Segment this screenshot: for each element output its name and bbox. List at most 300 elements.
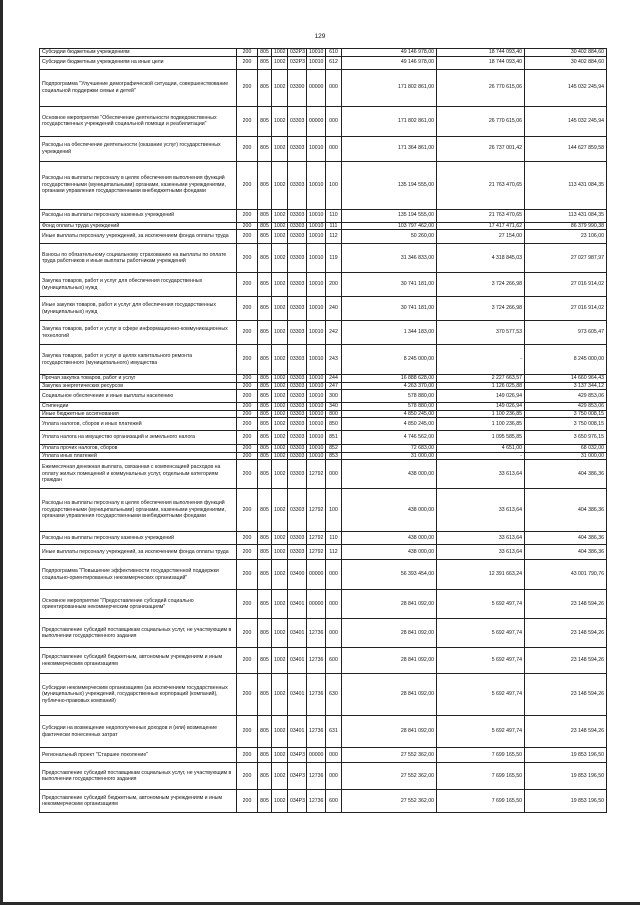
executed-amount: 1 100 236,85 bbox=[437, 418, 525, 431]
row-name: Региональный проект "Старшее поколение" bbox=[40, 748, 237, 763]
table-row bbox=[40, 321, 607, 345]
expense-type-code: 000 bbox=[326, 763, 342, 790]
approved-amount: 1 344 183,00 bbox=[342, 321, 437, 345]
expense-type-code: 244 bbox=[326, 375, 342, 383]
chapter-code: 805 bbox=[258, 648, 272, 674]
approved-amount: 30 741 181,00 bbox=[342, 273, 437, 297]
approved-amount: 103 797 462,00 bbox=[342, 222, 437, 230]
table-row bbox=[40, 222, 607, 230]
row-name: Ежемесячная денежная выплата, связанная с компенсацией расходов на оплату жилых помещений и коммунальных услуг, отдельным категориям граждан bbox=[40, 460, 237, 489]
direction-code: 10010 bbox=[307, 452, 326, 460]
row-name: Подпрограмма "Улучшение демографической ситуации, совершенствование социальной поддержки семьи и детей" bbox=[40, 69, 237, 106]
executed-amount: 149 026,94 bbox=[437, 390, 525, 403]
table-row bbox=[40, 418, 607, 431]
approved-amount: 4 850 245,00 bbox=[342, 418, 437, 431]
admin-code: 200 bbox=[237, 321, 258, 345]
remaining-amount: 404 386,36 bbox=[525, 532, 607, 545]
expense-type-code: 242 bbox=[326, 321, 342, 345]
section-code: 1002 bbox=[272, 244, 288, 273]
admin-code: 200 bbox=[237, 532, 258, 545]
approved-amount: 49 146 978,00 bbox=[342, 49, 437, 57]
chapter-code: 805 bbox=[258, 790, 272, 813]
program-code: 03303 bbox=[288, 273, 307, 297]
approved-amount: 4 850 245,00 bbox=[342, 410, 437, 418]
table-row bbox=[40, 790, 607, 813]
program-code: 03303 bbox=[288, 209, 307, 222]
direction-code: 12736 bbox=[307, 619, 326, 648]
remaining-amount: 404 386,36 bbox=[525, 460, 607, 489]
admin-code: 200 bbox=[237, 390, 258, 403]
executed-amount: 17 417 471,62 bbox=[437, 222, 525, 230]
admin-code: 200 bbox=[237, 748, 258, 763]
table-row bbox=[40, 161, 607, 209]
section-code: 1002 bbox=[272, 230, 288, 244]
program-code: 034P3 bbox=[288, 763, 307, 790]
direction-code: 10010 bbox=[307, 136, 326, 161]
row-name: Расходы на выплаты персоналу казенных учреждений bbox=[40, 532, 237, 545]
row-name: Субсидии бюджетным учреждениям bbox=[40, 49, 237, 57]
executed-amount: 1 126 025,88 bbox=[437, 382, 525, 390]
executed-amount: - bbox=[437, 452, 525, 460]
program-code: 03303 bbox=[288, 136, 307, 161]
approved-amount: 438 000,00 bbox=[342, 532, 437, 545]
row-name: Субсидии некоммерческим организациям (за исключением государственных (муниципальных) учреждений, государственных корпораций (компаний), публично-правовых компаний) bbox=[40, 674, 237, 716]
section-code: 1002 bbox=[272, 321, 288, 345]
section-code: 1002 bbox=[272, 410, 288, 418]
table-row bbox=[40, 209, 607, 222]
remaining-amount: 19 853 196,50 bbox=[525, 763, 607, 790]
row-name: Основное мероприятие "Предоставление субсидий социально ориентированным некоммерческим организациям" bbox=[40, 590, 237, 619]
chapter-code: 805 bbox=[258, 345, 272, 375]
program-code: 03303 bbox=[288, 545, 307, 560]
row-name: Предоставление субсидий бюджетным, автономным учреждениям и иным некоммерческим организациям bbox=[40, 648, 237, 674]
program-code: 03303 bbox=[288, 452, 307, 460]
budget-execution-table bbox=[39, 48, 607, 813]
program-code: 03303 bbox=[288, 410, 307, 418]
executed-amount: 27 154,00 bbox=[437, 230, 525, 244]
chapter-code: 805 bbox=[258, 460, 272, 489]
expense-type-code: 112 bbox=[326, 545, 342, 560]
expense-type-code: 000 bbox=[326, 748, 342, 763]
approved-amount: 16 888 628,00 bbox=[342, 375, 437, 383]
expense-type-code: 000 bbox=[326, 136, 342, 161]
chapter-code: 805 bbox=[258, 619, 272, 648]
row-name: Иные закупки товаров, работ и услуг для обеспечения государственных (муниципальных) нужд bbox=[40, 297, 237, 321]
remaining-amount: 3 750 008,15 bbox=[525, 418, 607, 431]
table-row bbox=[40, 69, 607, 106]
executed-amount: 370 577,53 bbox=[437, 321, 525, 345]
approved-amount: 28 841 092,00 bbox=[342, 716, 437, 748]
approved-amount: 438 000,00 bbox=[342, 545, 437, 560]
admin-code: 200 bbox=[237, 230, 258, 244]
admin-code: 200 bbox=[237, 209, 258, 222]
expense-type-code: 111 bbox=[326, 222, 342, 230]
table-row bbox=[40, 648, 607, 674]
approved-amount: 27 552 362,00 bbox=[342, 748, 437, 763]
direction-code: 10010 bbox=[307, 345, 326, 375]
chapter-code: 805 bbox=[258, 390, 272, 403]
admin-code: 200 bbox=[237, 431, 258, 445]
direction-code: 10010 bbox=[307, 56, 326, 69]
chapter-code: 805 bbox=[258, 321, 272, 345]
executed-amount: 18 744 093,40 bbox=[437, 49, 525, 57]
approved-amount: 27 552 362,00 bbox=[342, 763, 437, 790]
chapter-code: 805 bbox=[258, 209, 272, 222]
approved-amount: 56 393 454,00 bbox=[342, 560, 437, 590]
expense-type-code: 631 bbox=[326, 716, 342, 748]
executed-amount: 5 692 497,74 bbox=[437, 648, 525, 674]
chapter-code: 805 bbox=[258, 452, 272, 460]
program-code: 034P3 bbox=[288, 790, 307, 813]
admin-code: 200 bbox=[237, 763, 258, 790]
row-name: Расходы на выплаты персоналу в целях обеспечения выполнения функций государственными (муниципальными) органами, казенными учреждениями, органами управления государственными внебюджетными фондами bbox=[40, 161, 237, 209]
approved-amount: 171 364 861,00 bbox=[342, 136, 437, 161]
expense-type-code: 110 bbox=[326, 209, 342, 222]
table-row bbox=[40, 545, 607, 560]
direction-code: 12736 bbox=[307, 648, 326, 674]
approved-amount: 31 000,00 bbox=[342, 452, 437, 460]
program-code: 03401 bbox=[288, 716, 307, 748]
expense-type-code: 851 bbox=[326, 431, 342, 445]
approved-amount: 27 552 362,00 bbox=[342, 790, 437, 813]
direction-code: 10010 bbox=[307, 445, 326, 453]
direction-code: 10010 bbox=[307, 321, 326, 345]
approved-amount: 4 263 370,00 bbox=[342, 382, 437, 390]
admin-code: 200 bbox=[237, 648, 258, 674]
direction-code: 00000 bbox=[307, 590, 326, 619]
approved-amount: 8 245 000,00 bbox=[342, 345, 437, 375]
admin-code: 200 bbox=[237, 590, 258, 619]
section-code: 1002 bbox=[272, 560, 288, 590]
program-code: 03303 bbox=[288, 460, 307, 489]
program-code: 03400 bbox=[288, 560, 307, 590]
remaining-amount: 19 853 196,50 bbox=[525, 748, 607, 763]
admin-code: 200 bbox=[237, 716, 258, 748]
remaining-amount: 8 245 000,00 bbox=[525, 345, 607, 375]
program-code: 034P3 bbox=[288, 748, 307, 763]
direction-code: 10010 bbox=[307, 382, 326, 390]
remaining-amount: 23 148 594,26 bbox=[525, 619, 607, 648]
expense-type-code: 243 bbox=[326, 345, 342, 375]
remaining-amount: 31 000,00 bbox=[525, 452, 607, 460]
program-code: 03303 bbox=[288, 161, 307, 209]
section-code: 1002 bbox=[272, 297, 288, 321]
chapter-code: 805 bbox=[258, 49, 272, 57]
section-code: 1002 bbox=[272, 390, 288, 403]
executed-amount: 5 692 497,74 bbox=[437, 674, 525, 716]
table-row bbox=[40, 590, 607, 619]
chapter-code: 805 bbox=[258, 69, 272, 106]
row-name: Иные выплаты персоналу учреждений, за исключением фонда оплаты труда bbox=[40, 545, 237, 560]
row-name: Социальное обеспечение и иные выплаты населению bbox=[40, 390, 237, 403]
chapter-code: 805 bbox=[258, 560, 272, 590]
executed-amount: 12 391 663,24 bbox=[437, 560, 525, 590]
table-row bbox=[40, 136, 607, 161]
remaining-amount: 3 650 976,15 bbox=[525, 431, 607, 445]
remaining-amount: 23 148 594,26 bbox=[525, 648, 607, 674]
section-code: 1002 bbox=[272, 209, 288, 222]
chapter-code: 805 bbox=[258, 748, 272, 763]
executed-amount: 33 613,64 bbox=[437, 545, 525, 560]
executed-amount: 33 613,64 bbox=[437, 489, 525, 532]
expense-type-code: 000 bbox=[326, 69, 342, 106]
section-code: 1002 bbox=[272, 648, 288, 674]
executed-amount: 7 699 165,50 bbox=[437, 748, 525, 763]
remaining-amount: 30 402 884,60 bbox=[525, 49, 607, 57]
table-row bbox=[40, 452, 607, 460]
expense-type-code: 000 bbox=[326, 560, 342, 590]
remaining-amount: 113 431 084,35 bbox=[525, 209, 607, 222]
table-row bbox=[40, 382, 607, 390]
program-code: 03303 bbox=[288, 418, 307, 431]
section-code: 1002 bbox=[272, 431, 288, 445]
admin-code: 200 bbox=[237, 560, 258, 590]
direction-code: 10010 bbox=[307, 403, 326, 411]
approved-amount: 4 746 562,00 bbox=[342, 431, 437, 445]
direction-code: 10010 bbox=[307, 49, 326, 57]
admin-code: 200 bbox=[237, 545, 258, 560]
direction-code: 10010 bbox=[307, 375, 326, 383]
table-row bbox=[40, 716, 607, 748]
row-name: Предоставление субсидий бюджетным, автономным учреждениям и иным некоммерческим организациям bbox=[40, 790, 237, 813]
direction-code: 10010 bbox=[307, 161, 326, 209]
program-code: 03300 bbox=[288, 69, 307, 106]
section-code: 1002 bbox=[272, 748, 288, 763]
row-name: Основное мероприятие "Обеспечение деятельности подведомственных государственных учреждений социальной помощи и реабилитации" bbox=[40, 106, 237, 136]
remaining-amount: 68 032,00 bbox=[525, 445, 607, 453]
direction-code: 10010 bbox=[307, 209, 326, 222]
direction-code: 00000 bbox=[307, 106, 326, 136]
remaining-amount: 30 402 884,60 bbox=[525, 56, 607, 69]
approved-amount: 438 000,00 bbox=[342, 460, 437, 489]
section-code: 1002 bbox=[272, 273, 288, 297]
table-row bbox=[40, 460, 607, 489]
approved-amount: 72 683,00 bbox=[342, 445, 437, 453]
direction-code: 10010 bbox=[307, 410, 326, 418]
admin-code: 200 bbox=[237, 106, 258, 136]
program-code: 03401 bbox=[288, 619, 307, 648]
admin-code: 200 bbox=[237, 49, 258, 57]
chapter-code: 805 bbox=[258, 56, 272, 69]
approved-amount: 578 880,00 bbox=[342, 390, 437, 403]
remaining-amount: 19 853 196,50 bbox=[525, 790, 607, 813]
table-row bbox=[40, 375, 607, 383]
remaining-amount: 86 379 990,38 bbox=[525, 222, 607, 230]
expense-type-code: 850 bbox=[326, 418, 342, 431]
program-code: 03303 bbox=[288, 489, 307, 532]
scan-edge-left bbox=[0, 0, 3, 905]
admin-code: 200 bbox=[237, 273, 258, 297]
remaining-amount: 3 137 344,12 bbox=[525, 382, 607, 390]
table-row bbox=[40, 273, 607, 297]
chapter-code: 805 bbox=[258, 244, 272, 273]
direction-code: 10010 bbox=[307, 431, 326, 445]
approved-amount: 135 194 555,00 bbox=[342, 209, 437, 222]
chapter-code: 805 bbox=[258, 382, 272, 390]
expense-type-code: 610 bbox=[326, 49, 342, 57]
section-code: 1002 bbox=[272, 460, 288, 489]
chapter-code: 805 bbox=[258, 532, 272, 545]
program-code: 03303 bbox=[288, 222, 307, 230]
chapter-code: 805 bbox=[258, 590, 272, 619]
expense-type-code: 200 bbox=[326, 273, 342, 297]
section-code: 1002 bbox=[272, 69, 288, 106]
chapter-code: 805 bbox=[258, 106, 272, 136]
executed-amount: 1 100 236,85 bbox=[437, 410, 525, 418]
program-code: 03303 bbox=[288, 532, 307, 545]
table-row bbox=[40, 763, 607, 790]
section-code: 1002 bbox=[272, 674, 288, 716]
program-code: 032P3 bbox=[288, 49, 307, 57]
chapter-code: 805 bbox=[258, 545, 272, 560]
admin-code: 200 bbox=[237, 445, 258, 453]
program-code: 03303 bbox=[288, 244, 307, 273]
chapter-code: 805 bbox=[258, 418, 272, 431]
table-row bbox=[40, 560, 607, 590]
table-row bbox=[40, 445, 607, 453]
row-name: Закупка товаров, работ и услуг для обеспечения государственных (муниципальных) нужд bbox=[40, 273, 237, 297]
program-code: 03303 bbox=[288, 345, 307, 375]
admin-code: 200 bbox=[237, 418, 258, 431]
admin-code: 200 bbox=[237, 69, 258, 106]
admin-code: 200 bbox=[237, 161, 258, 209]
row-name: Иные бюджетные ассигнования bbox=[40, 410, 237, 418]
remaining-amount: 404 386,36 bbox=[525, 545, 607, 560]
expense-type-code: 000 bbox=[326, 106, 342, 136]
admin-code: 200 bbox=[237, 136, 258, 161]
program-code: 03303 bbox=[288, 106, 307, 136]
executed-amount: 3 724 266,98 bbox=[437, 273, 525, 297]
row-name: Закупка товаров, работ и услуг в сфере информационно-коммуникационных технологий bbox=[40, 321, 237, 345]
table-row bbox=[40, 431, 607, 445]
executed-amount: 21 763 470,65 bbox=[437, 209, 525, 222]
approved-amount: 30 741 181,00 bbox=[342, 297, 437, 321]
executed-amount: 33 613,64 bbox=[437, 460, 525, 489]
approved-amount: 171 802 861,00 bbox=[342, 69, 437, 106]
row-name: Уплата налога на имущество организаций и земельного налога bbox=[40, 431, 237, 445]
table-row bbox=[40, 403, 607, 411]
expense-type-code: 600 bbox=[326, 648, 342, 674]
program-code: 03401 bbox=[288, 674, 307, 716]
section-code: 1002 bbox=[272, 716, 288, 748]
direction-code: 10010 bbox=[307, 230, 326, 244]
section-code: 1002 bbox=[272, 106, 288, 136]
program-code: 03401 bbox=[288, 590, 307, 619]
expense-type-code: 240 bbox=[326, 297, 342, 321]
executed-amount: 5 692 497,74 bbox=[437, 619, 525, 648]
remaining-amount: 27 016 914,02 bbox=[525, 297, 607, 321]
executed-amount: 21 763 470,65 bbox=[437, 161, 525, 209]
admin-code: 200 bbox=[237, 56, 258, 69]
executed-amount: 7 699 165,50 bbox=[437, 790, 525, 813]
admin-code: 200 bbox=[237, 382, 258, 390]
table-row bbox=[40, 345, 607, 375]
direction-code: 12792 bbox=[307, 532, 326, 545]
expense-type-code: 630 bbox=[326, 674, 342, 716]
approved-amount: 50 260,00 bbox=[342, 230, 437, 244]
expense-type-code: 852 bbox=[326, 445, 342, 453]
direction-code: 10010 bbox=[307, 222, 326, 230]
row-name: Фонд оплаты труда учреждений bbox=[40, 222, 237, 230]
remaining-amount: 27 016 914,02 bbox=[525, 273, 607, 297]
expense-type-code: 612 bbox=[326, 56, 342, 69]
table-row bbox=[40, 674, 607, 716]
approved-amount: 578 880,00 bbox=[342, 403, 437, 411]
expense-type-code: 119 bbox=[326, 244, 342, 273]
section-code: 1002 bbox=[272, 763, 288, 790]
admin-code: 200 bbox=[237, 674, 258, 716]
program-code: 03303 bbox=[288, 390, 307, 403]
direction-code: 00000 bbox=[307, 748, 326, 763]
remaining-amount: 27 027 987,97 bbox=[525, 244, 607, 273]
admin-code: 200 bbox=[237, 452, 258, 460]
executed-amount: 26 737 001,42 bbox=[437, 136, 525, 161]
section-code: 1002 bbox=[272, 382, 288, 390]
approved-amount: 438 000,00 bbox=[342, 489, 437, 532]
section-code: 1002 bbox=[272, 345, 288, 375]
row-name: Иные выплаты персоналу учреждений, за исключением фонда оплаты труда bbox=[40, 230, 237, 244]
page-number: 129 bbox=[314, 33, 326, 40]
program-code: 03303 bbox=[288, 297, 307, 321]
program-code: 03401 bbox=[288, 648, 307, 674]
table-row bbox=[40, 410, 607, 418]
admin-code: 200 bbox=[237, 345, 258, 375]
admin-code: 200 bbox=[237, 410, 258, 418]
remaining-amount: 14 660 964,43 bbox=[525, 375, 607, 383]
remaining-amount: 145 032 245,94 bbox=[525, 106, 607, 136]
section-code: 1002 bbox=[272, 49, 288, 57]
remaining-amount: 23 148 594,26 bbox=[525, 590, 607, 619]
chapter-code: 805 bbox=[258, 273, 272, 297]
direction-code: 12792 bbox=[307, 460, 326, 489]
expense-type-code: 000 bbox=[326, 590, 342, 619]
program-code: 03303 bbox=[288, 382, 307, 390]
section-code: 1002 bbox=[272, 532, 288, 545]
remaining-amount: 3 750 008,15 bbox=[525, 410, 607, 418]
row-name: Стипендии bbox=[40, 403, 237, 411]
section-code: 1002 bbox=[272, 418, 288, 431]
expense-type-code: 112 bbox=[326, 230, 342, 244]
executed-amount: 2 227 663,57 bbox=[437, 375, 525, 383]
remaining-amount: 23 148 594,26 bbox=[525, 716, 607, 748]
direction-code: 00000 bbox=[307, 560, 326, 590]
row-name: Уплата иных платежей bbox=[40, 452, 237, 460]
program-code: 032P3 bbox=[288, 56, 307, 69]
table-row bbox=[40, 532, 607, 545]
section-code: 1002 bbox=[272, 445, 288, 453]
approved-amount: 49 146 978,00 bbox=[342, 56, 437, 69]
program-code: 03303 bbox=[288, 403, 307, 411]
chapter-code: 805 bbox=[258, 230, 272, 244]
expense-type-code: 100 bbox=[326, 161, 342, 209]
chapter-code: 805 bbox=[258, 136, 272, 161]
section-code: 1002 bbox=[272, 590, 288, 619]
section-code: 1002 bbox=[272, 403, 288, 411]
table-row bbox=[40, 390, 607, 403]
executed-amount: 1 095 585,85 bbox=[437, 431, 525, 445]
program-code: 03303 bbox=[288, 230, 307, 244]
section-code: 1002 bbox=[272, 375, 288, 383]
admin-code: 200 bbox=[237, 790, 258, 813]
admin-code: 200 bbox=[237, 619, 258, 648]
executed-amount: 5 692 497,74 bbox=[437, 590, 525, 619]
section-code: 1002 bbox=[272, 56, 288, 69]
direction-code: 10010 bbox=[307, 418, 326, 431]
approved-amount: 171 802 861,00 bbox=[342, 106, 437, 136]
admin-code: 200 bbox=[237, 460, 258, 489]
remaining-amount: 429 853,06 bbox=[525, 390, 607, 403]
executed-amount: 26 770 615,06 bbox=[437, 69, 525, 106]
